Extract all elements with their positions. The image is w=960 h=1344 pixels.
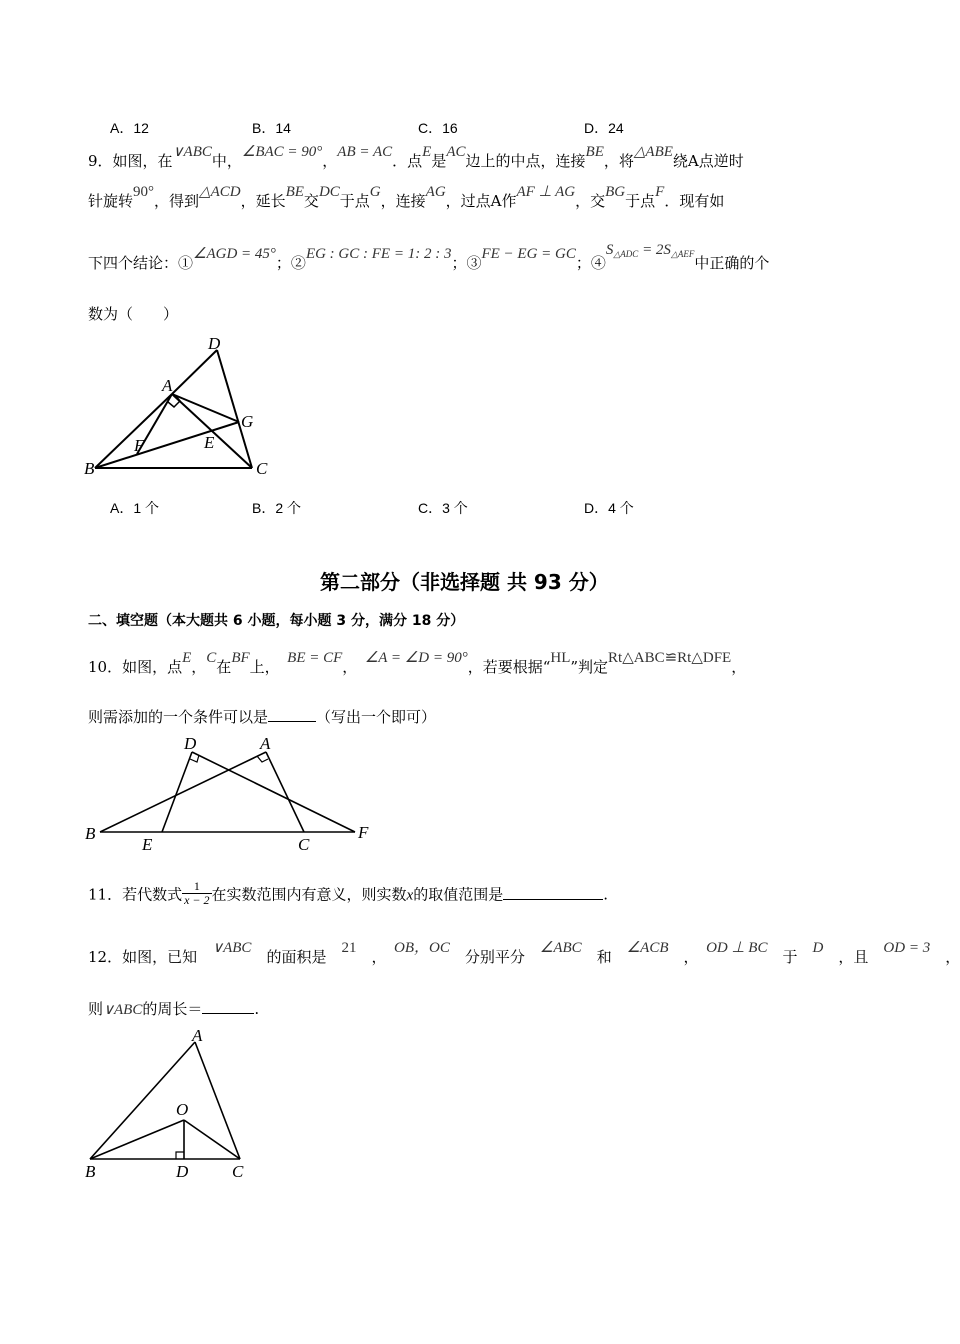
segment-df bbox=[192, 752, 355, 832]
q10-line-1: 10．如图，点E，C在BF上， BE = CF， ∠A = ∠D = 90°，若要根据“HL”判定Rt△ABC≌Rt△DFE， bbox=[88, 650, 747, 676]
right-angle-d bbox=[190, 755, 199, 762]
label-a: A bbox=[162, 376, 173, 395]
label-d: D bbox=[184, 734, 197, 753]
segment-ag bbox=[172, 394, 239, 422]
label-e: E bbox=[142, 835, 153, 854]
q12-line-2: 则∨ABC的周长＝ . bbox=[88, 1000, 260, 1018]
segment-ba bbox=[100, 752, 266, 832]
label-b: B bbox=[85, 824, 96, 843]
q9-option-b: B．2 个 bbox=[252, 500, 302, 516]
q9-line-2: 针旋转90°，得到△ACD，延长BE交DC于点G，连接AG，过点A作AF ⊥ AG，交BG于点F．现有如 bbox=[88, 184, 725, 210]
label-b: B bbox=[84, 459, 95, 478]
right-angle-d bbox=[176, 1152, 184, 1159]
segment-de bbox=[162, 752, 192, 832]
segment-ad bbox=[172, 350, 217, 394]
label-c: C bbox=[256, 459, 268, 478]
q9-figure bbox=[80, 330, 290, 480]
conclusion-4: $S_{\triangle ADC} = 2S_{\triangle AEF}$ bbox=[605, 242, 695, 259]
answer-blank[interactable] bbox=[503, 885, 603, 900]
segment-bg bbox=[95, 422, 239, 468]
q10-figure bbox=[80, 732, 380, 857]
label-f: F bbox=[358, 823, 369, 842]
label-d: D bbox=[176, 1162, 189, 1181]
label-b: B bbox=[85, 1162, 96, 1181]
label-a: A bbox=[192, 1026, 203, 1045]
section-title: 二、填空题（本大题共 6 小题，每小题 3 分，满分 18 分） bbox=[88, 613, 465, 629]
q9-line-1: 9．如图，在∨ABC中，∠BAC = 90°，AB = AC．点E是AC边上的中点，连接BE，将△ABE绕A点逆时 bbox=[88, 144, 744, 170]
segment-bo bbox=[90, 1120, 184, 1159]
label-o: O bbox=[176, 1100, 189, 1119]
segment-ba bbox=[95, 394, 172, 468]
label-g: G bbox=[241, 412, 254, 431]
segment-dc bbox=[217, 350, 252, 468]
top-option-c: C．16 bbox=[418, 120, 458, 136]
label-d: D bbox=[208, 334, 221, 353]
top-option-a: A．12 bbox=[110, 120, 149, 136]
q12-line-1: 12．如图，已知 ∨ABC 的面积是 21 ， OB，OC 分别平分 ∠ABC 和 ∠ACB ， OD ⊥ BC 于 D ，且 OD = 3 ， bbox=[88, 940, 960, 966]
q9-line-4: 数为（ ） bbox=[88, 305, 179, 323]
answer-blank[interactable] bbox=[268, 707, 316, 722]
q9-line-3: 下四个结论：①∠AGD = 45°；②EG : GC : FE = 1: 2 : 3；③FE − EG = GC；$④S_{\triangle ADC} = 2S_{\triangle AEF}$中正确的个 bbox=[88, 242, 770, 272]
q10-line-2: 则需添加的一个条件可以是 （写出一个即可） bbox=[88, 708, 437, 726]
q12-figure bbox=[80, 1025, 270, 1185]
segment-oc bbox=[184, 1120, 240, 1159]
label-f: F bbox=[134, 436, 145, 455]
label-e: E bbox=[204, 433, 215, 452]
label-a: A bbox=[260, 734, 271, 753]
label-c: C bbox=[232, 1162, 244, 1181]
answer-blank[interactable] bbox=[202, 999, 254, 1014]
q11-line: 11．若代数式 $\frac{1}{x - 2}$ 在实数范围内有意义，则实数x的取值范围是 . bbox=[88, 879, 609, 907]
right-angle-a bbox=[257, 756, 268, 762]
fraction: $\frac{1}{x - 2}$ bbox=[184, 879, 210, 907]
top-option-b: B．14 bbox=[252, 120, 291, 136]
q9-option-d: D．4 个 bbox=[584, 500, 634, 516]
top-option-d: D．24 bbox=[584, 120, 624, 136]
segment-ac bbox=[195, 1042, 240, 1159]
q9-option-a: A．1 个 bbox=[110, 500, 160, 516]
label-c: C bbox=[298, 835, 310, 854]
part2-title: 第二部分（非选择题 共 93 分） bbox=[320, 570, 609, 594]
q9-option-c: C．3 个 bbox=[418, 500, 468, 516]
